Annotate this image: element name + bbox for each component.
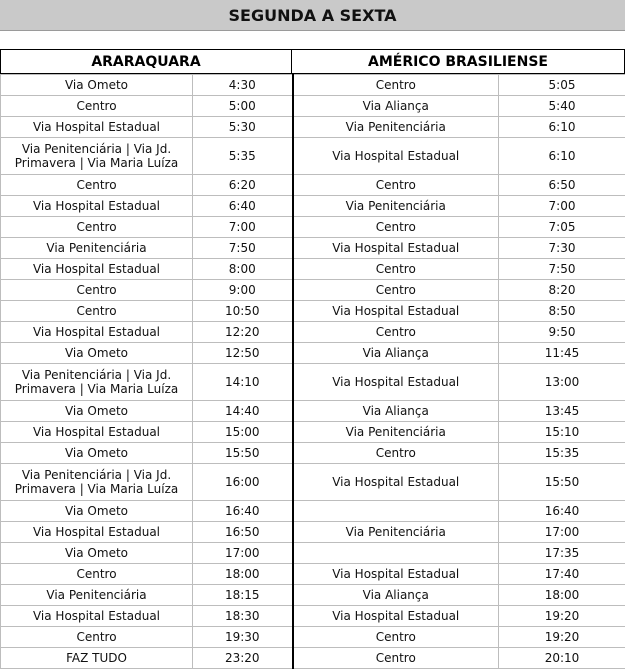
araraquara-time-cell: 12:50 bbox=[193, 343, 293, 364]
araraquara-time-cell: 18:30 bbox=[193, 606, 293, 627]
americo-route-cell: Via Penitenciária bbox=[293, 196, 499, 217]
table-row bbox=[1, 648, 625, 669]
table-row bbox=[1, 259, 625, 280]
table-row bbox=[1, 322, 625, 343]
table-row bbox=[1, 422, 625, 443]
americo-time-cell: 13:45 bbox=[499, 401, 625, 422]
americo-route-cell: Via Hospital Estadual bbox=[293, 238, 499, 259]
americo-brasiliense-header: AMÉRICO BRASILIENSE bbox=[292, 49, 625, 74]
americo-time-cell: 17:40 bbox=[499, 564, 625, 585]
americo-time-cell: 20:10 bbox=[499, 648, 625, 669]
table-row bbox=[1, 117, 625, 138]
araraquara-route-cell: Via Ometo bbox=[1, 401, 193, 422]
americo-route-cell: Centro bbox=[293, 175, 499, 196]
table-row bbox=[1, 564, 625, 585]
americo-route-cell: Via Penitenciária bbox=[293, 422, 499, 443]
americo-route-cell: Via Hospital Estadual bbox=[293, 564, 499, 585]
araraquara-time-cell: 14:40 bbox=[193, 401, 293, 422]
table-row bbox=[1, 464, 625, 501]
americo-route-cell: Centro bbox=[293, 322, 499, 343]
table-row bbox=[1, 606, 625, 627]
americo-route-cell bbox=[293, 543, 499, 564]
araraquara-header: ARARAQUARA bbox=[0, 49, 292, 74]
araraquara-route-cell: Via Penitenciária | Via Jd. Primavera | Via Maria Luíza bbox=[1, 138, 193, 175]
araraquara-route-cell: Via Penitenciária bbox=[1, 585, 193, 606]
araraquara-route-cell: Centro bbox=[1, 564, 193, 585]
araraquara-time-cell: 17:00 bbox=[193, 543, 293, 564]
araraquara-time-cell: 5:00 bbox=[193, 96, 293, 117]
americo-time-cell: 18:00 bbox=[499, 585, 625, 606]
araraquara-time-cell: 15:00 bbox=[193, 422, 293, 443]
araraquara-route-cell: Via Hospital Estadual bbox=[1, 422, 193, 443]
americo-route-cell: Via Penitenciária bbox=[293, 117, 499, 138]
araraquara-time-cell: 5:35 bbox=[193, 138, 293, 175]
schedule-title: SEGUNDA A SEXTA bbox=[0, 0, 625, 31]
araraquara-route-cell: Via Hospital Estadual bbox=[1, 259, 193, 280]
table-row bbox=[1, 138, 625, 175]
americo-route-cell bbox=[293, 501, 499, 522]
americo-time-cell: 13:00 bbox=[499, 364, 625, 401]
araraquara-route-cell: Via Hospital Estadual bbox=[1, 117, 193, 138]
spacer-row bbox=[0, 31, 625, 49]
americo-time-cell: 15:50 bbox=[499, 464, 625, 501]
americo-time-cell: 6:10 bbox=[499, 117, 625, 138]
americo-time-cell: 11:45 bbox=[499, 343, 625, 364]
americo-time-cell: 7:00 bbox=[499, 196, 625, 217]
americo-time-cell: 5:05 bbox=[499, 75, 625, 96]
americo-time-cell: 6:50 bbox=[499, 175, 625, 196]
araraquara-route-cell: Centro bbox=[1, 627, 193, 648]
table-row bbox=[1, 501, 625, 522]
araraquara-route-cell: Via Ometo bbox=[1, 501, 193, 522]
araraquara-time-cell: 19:30 bbox=[193, 627, 293, 648]
americo-route-cell: Centro bbox=[293, 627, 499, 648]
araraquara-route-cell: Via Hospital Estadual bbox=[1, 322, 193, 343]
americo-time-cell: 17:35 bbox=[499, 543, 625, 564]
araraquara-route-cell: Via Ometo bbox=[1, 75, 193, 96]
araraquara-route-cell: Via Penitenciária bbox=[1, 238, 193, 259]
table-row bbox=[1, 522, 625, 543]
table-row bbox=[1, 627, 625, 648]
araraquara-route-cell: Centro bbox=[1, 280, 193, 301]
table-row bbox=[1, 280, 625, 301]
araraquara-time-cell: 9:00 bbox=[193, 280, 293, 301]
araraquara-route-cell: Via Ometo bbox=[1, 443, 193, 464]
araraquara-route-cell: Via Penitenciária | Via Jd. Primavera | Via Maria Luíza bbox=[1, 364, 193, 401]
araraquara-route-cell: Via Ometo bbox=[1, 343, 193, 364]
americo-time-cell: 9:50 bbox=[499, 322, 625, 343]
araraquara-time-cell: 18:00 bbox=[193, 564, 293, 585]
araraquara-time-cell: 16:50 bbox=[193, 522, 293, 543]
americo-time-cell: 15:35 bbox=[499, 443, 625, 464]
americo-route-cell: Via Penitenciária bbox=[293, 522, 499, 543]
column-headers bbox=[0, 49, 625, 74]
americo-time-cell: 6:10 bbox=[499, 138, 625, 175]
table-row bbox=[1, 543, 625, 564]
americo-route-cell: Centro bbox=[293, 259, 499, 280]
araraquara-time-cell: 10:50 bbox=[193, 301, 293, 322]
araraquara-time-cell: 6:20 bbox=[193, 175, 293, 196]
araraquara-time-cell: 12:20 bbox=[193, 322, 293, 343]
americo-time-cell: 17:00 bbox=[499, 522, 625, 543]
araraquara-time-cell: 16:40 bbox=[193, 501, 293, 522]
table-row bbox=[1, 343, 625, 364]
americo-route-cell: Centro bbox=[293, 648, 499, 669]
araraquara-time-cell: 18:15 bbox=[193, 585, 293, 606]
americo-time-cell: 5:40 bbox=[499, 96, 625, 117]
table-row bbox=[1, 217, 625, 238]
americo-route-cell: Centro bbox=[293, 280, 499, 301]
americo-time-cell: 15:10 bbox=[499, 422, 625, 443]
araraquara-route-cell: Centro bbox=[1, 217, 193, 238]
americo-time-cell: 19:20 bbox=[499, 606, 625, 627]
araraquara-time-cell: 23:20 bbox=[193, 648, 293, 669]
araraquara-time-cell: 4:30 bbox=[193, 75, 293, 96]
table-row bbox=[1, 443, 625, 464]
americo-route-cell: Via Hospital Estadual bbox=[293, 464, 499, 501]
araraquara-time-cell: 7:00 bbox=[193, 217, 293, 238]
table-row bbox=[1, 401, 625, 422]
americo-route-cell: Centro bbox=[293, 75, 499, 96]
table-row bbox=[1, 175, 625, 196]
americo-route-cell: Via Aliança bbox=[293, 585, 499, 606]
americo-time-cell: 7:50 bbox=[499, 259, 625, 280]
araraquara-time-cell: 15:50 bbox=[193, 443, 293, 464]
araraquara-route-cell: FAZ TUDO bbox=[1, 648, 193, 669]
araraquara-route-cell: Centro bbox=[1, 301, 193, 322]
table-row bbox=[1, 238, 625, 259]
araraquara-time-cell: 14:10 bbox=[193, 364, 293, 401]
araraquara-route-cell: Centro bbox=[1, 175, 193, 196]
araraquara-route-cell: Via Hospital Estadual bbox=[1, 196, 193, 217]
table-row bbox=[1, 196, 625, 217]
americo-time-cell: 8:20 bbox=[499, 280, 625, 301]
americo-time-cell: 7:30 bbox=[499, 238, 625, 259]
americo-route-cell: Via Hospital Estadual bbox=[293, 138, 499, 175]
americo-route-cell: Via Hospital Estadual bbox=[293, 301, 499, 322]
americo-time-cell: 8:50 bbox=[499, 301, 625, 322]
table-row bbox=[1, 96, 625, 117]
americo-route-cell: Centro bbox=[293, 443, 499, 464]
americo-route-cell: Via Hospital Estadual bbox=[293, 606, 499, 627]
araraquara-time-cell: 16:00 bbox=[193, 464, 293, 501]
americo-time-cell: 7:05 bbox=[499, 217, 625, 238]
table-row bbox=[1, 301, 625, 322]
americo-route-cell: Via Aliança bbox=[293, 343, 499, 364]
table-row bbox=[1, 585, 625, 606]
americo-time-cell: 19:20 bbox=[499, 627, 625, 648]
araraquara-route-cell: Via Ometo bbox=[1, 543, 193, 564]
araraquara-time-cell: 6:40 bbox=[193, 196, 293, 217]
araraquara-time-cell: 5:30 bbox=[193, 117, 293, 138]
araraquara-route-cell: Via Penitenciária | Via Jd. Primavera | Via Maria Luíza bbox=[1, 464, 193, 501]
table-row bbox=[1, 364, 625, 401]
schedule-rows bbox=[1, 75, 625, 669]
araraquara-route-cell: Centro bbox=[1, 96, 193, 117]
table-row bbox=[1, 75, 625, 96]
araraquara-time-cell: 7:50 bbox=[193, 238, 293, 259]
americo-route-cell: Via Aliança bbox=[293, 96, 499, 117]
araraquara-route-cell: Via Hospital Estadual bbox=[1, 606, 193, 627]
araraquara-route-cell: Via Hospital Estadual bbox=[1, 522, 193, 543]
americo-route-cell: Via Aliança bbox=[293, 401, 499, 422]
americo-route-cell: Centro bbox=[293, 217, 499, 238]
americo-time-cell: 16:40 bbox=[499, 501, 625, 522]
araraquara-time-cell: 8:00 bbox=[193, 259, 293, 280]
americo-route-cell: Via Hospital Estadual bbox=[293, 364, 499, 401]
schedule-table bbox=[0, 74, 625, 669]
